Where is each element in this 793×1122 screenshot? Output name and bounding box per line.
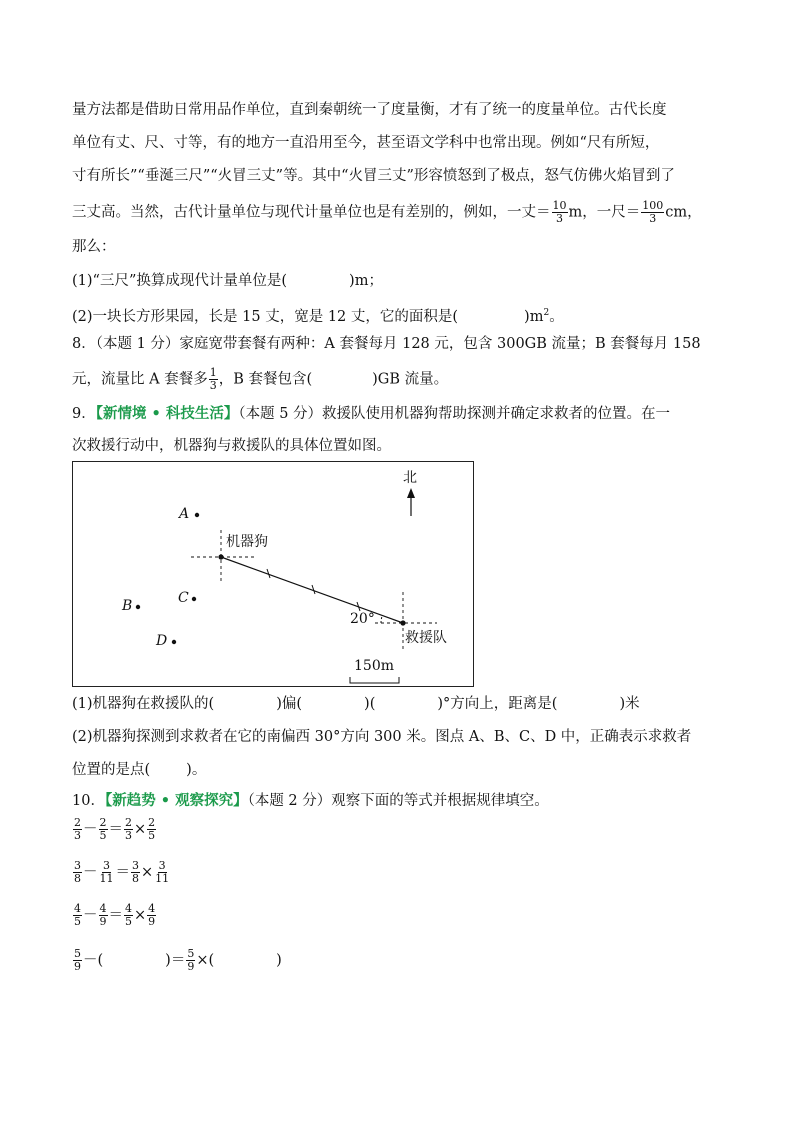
question-7-2: (2)一块长方形果园，长是 15 丈，宽是 12 丈，它的面积是( )$m^2$。 (72, 308, 564, 325)
question-7-1: (1)“三尺”换算成现代计量单位是( )m； (72, 273, 383, 289)
fraction-10-3: $\frac{10}{3}$ (552, 199, 567, 225)
segment-tick-2 (312, 585, 315, 594)
intro-line-2: 单位有丈、尺、寸等，有的地方一直沿用至今，甚至语文学科中也常出现。例如“尺有所短， (72, 135, 660, 151)
robot-to-rescue-line (221, 557, 403, 623)
equation-2: $\frac{3}{8}$ － $\frac{3}{11}$ ＝ $\frac{3}{8}$ × $\frac{3}{11}$ (74, 859, 170, 885)
intro-line-1: 量方法都是借助日常用品作单位，直到秦朝统一了度量衡，才有了统一的度量单位。古代长度 (72, 102, 667, 118)
scale-label: 150m (354, 658, 394, 674)
figure-drawing (73, 462, 473, 686)
intro-line-4 (72, 200, 702, 225)
point-b-dot (136, 605, 140, 609)
point-c-label: C (178, 590, 189, 606)
north-arrow-head (407, 488, 415, 498)
intro-line-4-text-c: cm， (665, 204, 702, 221)
question-9-line-2: 次救援行动中，机器狗与救援队的具体位置如图。 (72, 438, 391, 454)
scale-bar (350, 677, 399, 683)
point-c-dot (192, 597, 196, 601)
equation-1: $\frac{2}{3}$ － $\frac{2}{5}$ ＝ $\frac{2}{3}$ × $\frac{2}{5}$ (74, 816, 156, 842)
fraction-100-3: $\frac{100}{3}$ (642, 199, 664, 225)
equation-3: $\frac{4}{5}$ － $\frac{4}{9}$ ＝ $\frac{4}{5}$ × $\frac{4}{9}$ (74, 902, 156, 928)
question-9-1: (1)机器狗在救援队的( )偏( )( )°方向上，距离是( )米 (72, 696, 640, 712)
intro-line-5: 那么： (72, 239, 116, 255)
question-10-line: 10．【新趋势 • 观察探究】（本题 2 分）观察下面的等式并根据规律填空。 (72, 792, 549, 809)
fraction-1-3: $\frac{1}{3}$ (209, 366, 217, 392)
north-label: 北 (403, 470, 417, 486)
point-d-dot (172, 640, 176, 644)
angle-label: 20° (350, 611, 375, 627)
robot-dog-point (218, 554, 223, 559)
intro-line-3: 寸有所长”“垂涎三尺”“火冒三丈”等。其中“火冒三丈”形容愤怒到了极点，怒气仿佛火焰冒到了 (72, 168, 675, 184)
robot-dog-label: 机器狗 (226, 534, 268, 550)
intro-line-4-text-a: 三丈高。当然，古代计量单位与现代计量单位也是有差别的，例如，一丈＝ (72, 204, 551, 221)
point-a-label: A (179, 506, 190, 522)
rescue-team-point (400, 620, 405, 625)
equation-4: $\frac{5}{9}$ －( )＝ $\frac{5}{9}$ ×( ) (74, 947, 282, 973)
point-b-label: B (122, 598, 133, 614)
question-9-tag: 【新情境 • 科技生活】 (95, 405, 239, 422)
rescue-team-label: 救援队 (405, 630, 447, 646)
question-9-line-1: 9．【新情境 • 科技生活】（本题 5 分）救援队使用机器狗帮助探测并确定求救者的位置。在一 (72, 405, 671, 422)
question-8-line-2: 元，流量比 A 套餐多 $\frac{1}{3}$ ，B 套餐包含( )GB 流量。 (72, 366, 449, 392)
question-10-tag: 【新趋势 • 观察探究】 (104, 792, 248, 809)
angle-arc (381, 616, 382, 624)
point-a-dot (195, 513, 199, 517)
intro-line-4-text-b: m，一尺＝ (568, 204, 641, 221)
question-9-2-line-1: (2)机器狗探测到求救者在它的南偏西 30°方向 300 米。图点 A、B、C、D 中，正确表示求救者 (72, 729, 692, 745)
point-d-label: D (156, 633, 168, 649)
question-8-line-1: 8．（本题 1 分）家庭宽带套餐有两种：A 套餐每月 128 元，包含 300GB 流量；B 套餐每月 158 (72, 336, 701, 352)
position-figure (72, 461, 474, 687)
question-9-2-line-2: 位置的是点( )。 (72, 762, 207, 778)
